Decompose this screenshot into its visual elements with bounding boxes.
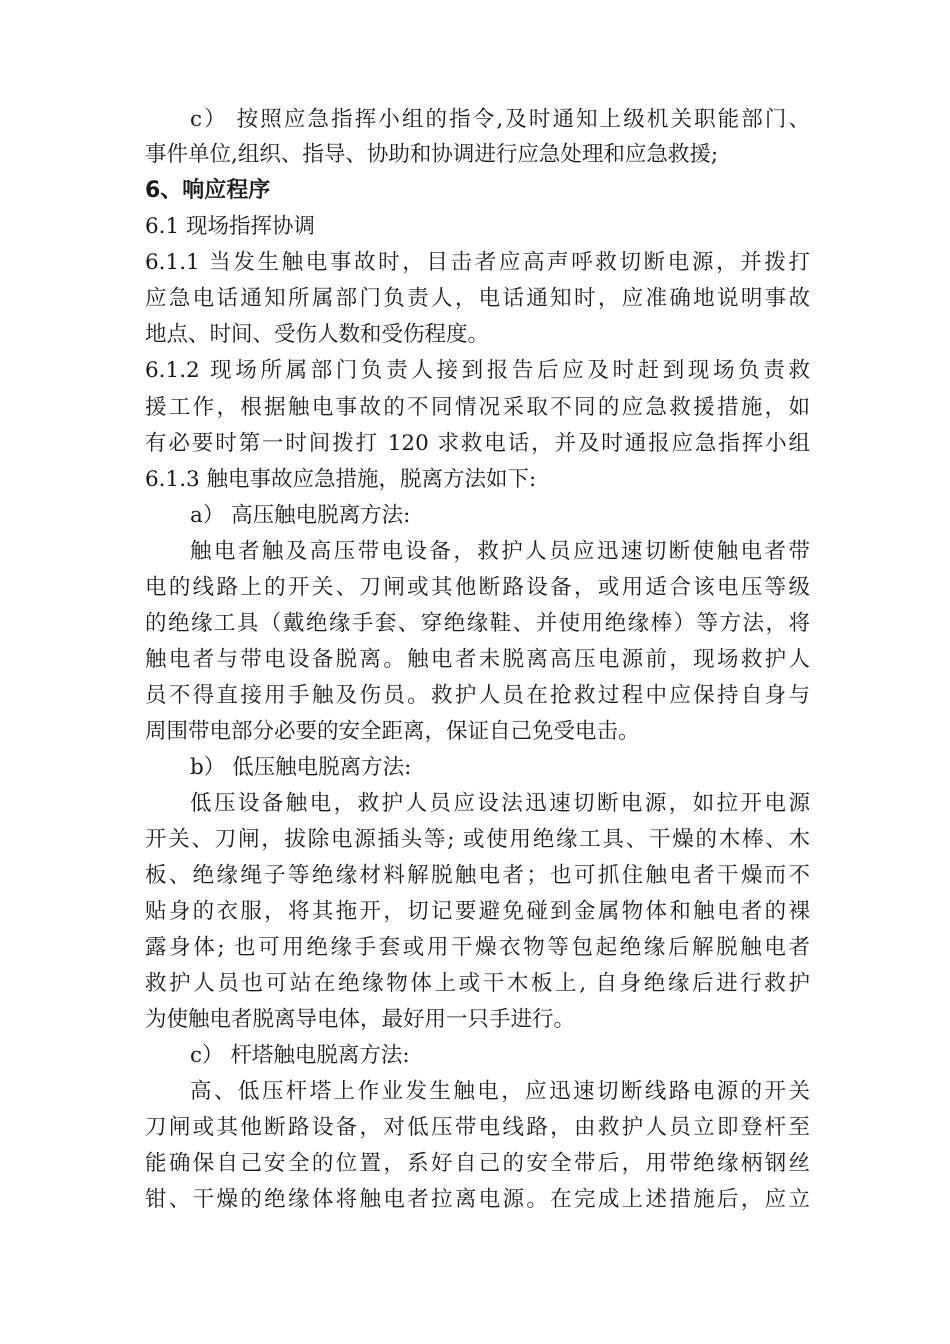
paragraph-line: 能确保自己安全的位置，系好自己的安全带后，用带绝缘柄钢丝 bbox=[145, 1151, 810, 1176]
paragraph-line: 开关、刀闸，拔除电源插头等; 或使用绝缘工具、干燥的木棒、木 bbox=[145, 827, 810, 852]
paragraph-line: 6.1.1 当发生触电事故时，目击者应高声呼救切断电源，并拨打 bbox=[145, 250, 810, 275]
paragraph-line: 贴身的衣服，将其拖开，切记要避免碰到金属物体和触电者的裸 bbox=[145, 899, 810, 924]
paragraph-line: 低压设备触电，救护人员应设法迅速切断电源，如拉开电源 bbox=[190, 791, 810, 816]
paragraph-line: 救护人员也可站在绝缘物体上或干木板上, 自身绝缘后进行救护 bbox=[145, 971, 810, 996]
paragraph-line: 援工作，根据触电事故的不同情况采取不同的应急救援措施，如 bbox=[145, 395, 810, 420]
paragraph-line: 周围带电部分必要的安全距离，保证自己免受电击。 bbox=[145, 719, 640, 744]
paragraph-line: 钳、干燥的绝缘体将触电者拉离电源。在完成上述措施后，应立 bbox=[145, 1187, 810, 1212]
paragraph-line: 触电者触及高压带电设备，救护人员应迅速切断使触电者带 bbox=[190, 539, 810, 564]
section-heading: 6、响应程序 bbox=[145, 178, 271, 203]
paragraph-line: c） 按照应急指挥小组的指令,及时通知上级机关职能部门、 bbox=[190, 107, 810, 132]
paragraph-line: 6.1.2 现场所属部门负责人接到报告后应及时赶到现场负责救 bbox=[145, 358, 810, 383]
paragraph-line: 高、低压杆塔上作业发生触电，应迅速切断线路电源的开关 bbox=[190, 1079, 810, 1104]
paragraph-line: 为使触电者脱离导电体，最好用一只手进行。 bbox=[145, 1007, 576, 1032]
subsection-heading: 6.1 现场指挥协调 bbox=[145, 214, 316, 239]
paragraph-line: 刀闸或其他断路设备，对低压带电线路，由救护人员立即登杆至 bbox=[145, 1115, 810, 1140]
paragraph-line: 板、绝缘绳子等绝缘材料解脱触电者；也可抓住触电者干燥而不 bbox=[145, 863, 810, 888]
paragraph-line: 触电者与带电设备脱离。触电者未脱离高压电源前，现场救护人 bbox=[145, 647, 810, 672]
paragraph-line: 员不得直接用手触及伤员。救护人员在抢救过程中应保持自身与 bbox=[145, 683, 810, 708]
paragraph-line: 有必要时第一时间拨打 120 求救电话，并及时通报应急指挥小组 bbox=[145, 431, 810, 456]
list-item-heading: a） 高压触电脱离方法: bbox=[190, 503, 411, 528]
paragraph-line: 6.1.3 触电事故应急措施，脱离方法如下: bbox=[145, 467, 537, 492]
paragraph-line: 的绝缘工具（戴绝缘手套、穿绝缘鞋、并使用绝缘棒）等方法，将 bbox=[145, 611, 810, 636]
list-item-heading: b） 低压触电脱离方法: bbox=[190, 755, 412, 780]
paragraph-line: 应急电话通知所属部门负责人，电话通知时，应准确地说明事故 bbox=[145, 286, 810, 311]
paragraph-line: 地点、时间、受伤人数和受伤程度。 bbox=[145, 322, 490, 347]
list-item-heading: c） 杆塔触电脱离方法: bbox=[190, 1043, 410, 1068]
paragraph-line: 事件单位,组织、指导、协助和协调进行应急处理和应急救援; bbox=[145, 142, 719, 167]
paragraph-line: 露身体; 也可用绝缘手套或用干燥衣物等包起绝缘后解脱触电者 bbox=[145, 935, 810, 960]
paragraph-line: 电的线路上的开关、刀闸或其他断路设备，或用适合该电压等级 bbox=[145, 575, 810, 600]
